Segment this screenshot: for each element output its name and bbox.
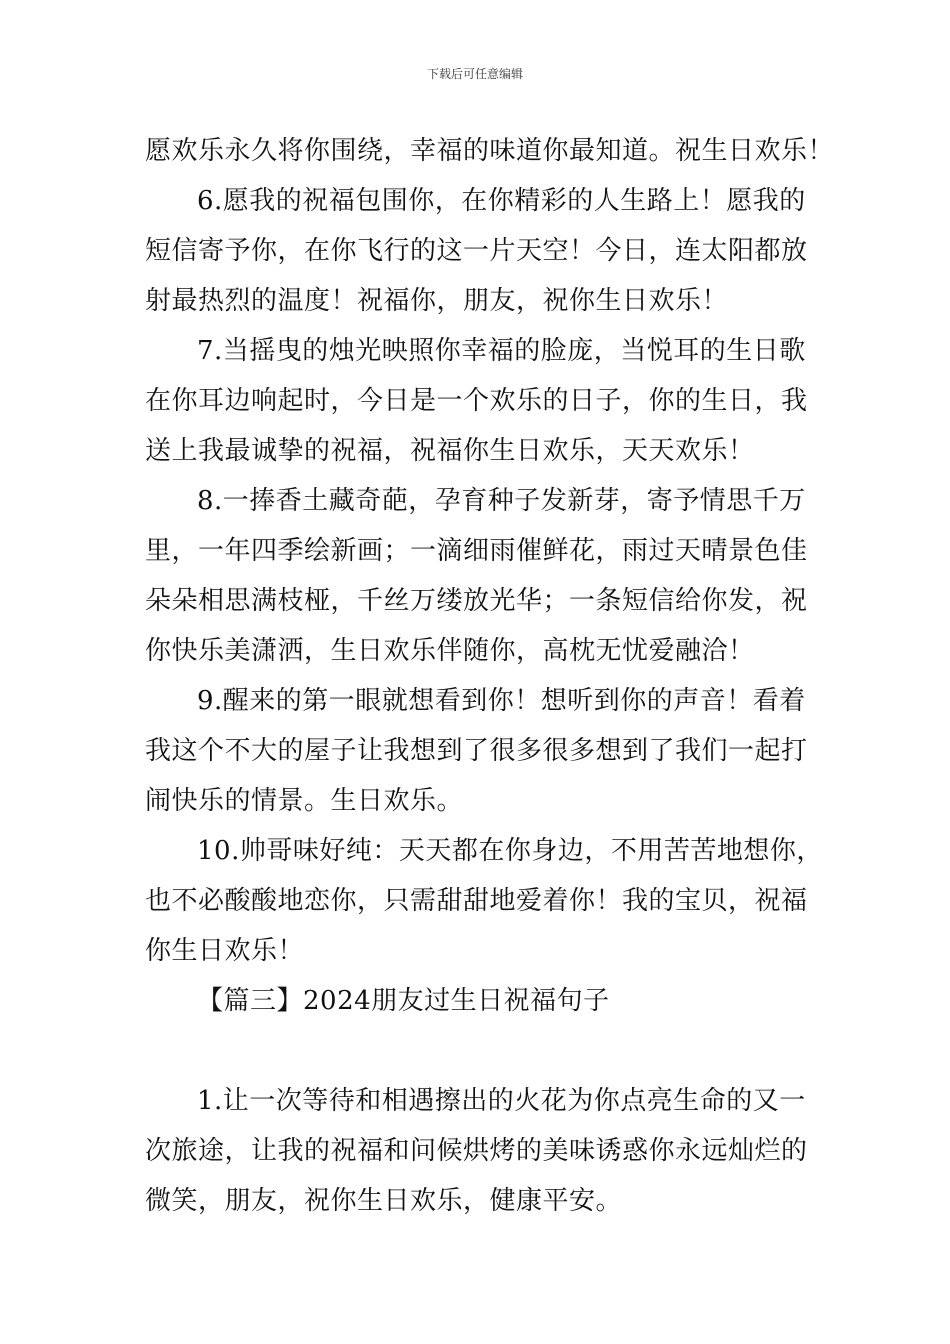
wish-item-6-start: 6.愿我的祝福包围你，在你精彩的人生路上！愿我的 (197, 186, 806, 216)
section-spacer (145, 1026, 810, 1076)
text-line: 也不必酸酸地恋你，只需甜甜地爱着你！我的宝贝，祝福 (145, 886, 808, 916)
text-line: 你生日欢乐！ (145, 936, 305, 966)
wish-item-1-start: 1.让一次等待和相遇擦出的火花为你点亮生命的又一 (197, 1086, 806, 1116)
wish-item-10-start: 10.帅哥味好纯：天天都在你身边，不用苦苦地想你， (197, 836, 823, 866)
text-line: 次旅途，让我的祝福和问候烘烤的美味诱惑你永远灿烂的 (145, 1136, 808, 1166)
text-line: 里，一年四季绘新画；一滴细雨催鲜花，雨过天晴景色佳 (145, 536, 808, 566)
text-line: 朵朵相思满枝桠，千丝万缕放光华；一条短信给你发，祝 (145, 586, 808, 616)
page-header-note: 下载后可任意编辑 (426, 67, 523, 81)
text-line: 短信寄予你，在你飞行的这一片天空！今日，连太阳都放 (145, 236, 808, 266)
text-line: 愿欢乐永久将你围绕，幸福的味道你最知道。祝生日欢乐！ (145, 136, 835, 166)
text-line: 我这个不大的屋子让我想到了很多很多想到了我们一起打 (145, 736, 808, 766)
text-line: 射最热烈的温度！祝福你，朋友，祝你生日欢乐！ (145, 286, 729, 316)
text-line: 在你耳边响起时，今日是一个欢乐的日子，你的生日，我 (145, 386, 808, 416)
wish-item-7-start: 7.当摇曳的烛光映照你幸福的脸庞，当悦耳的生日歌 (197, 336, 806, 366)
wish-item-8-start: 8.一捧香土藏奇葩，孕育种子发新芽，寄予情思千万 (197, 486, 806, 516)
text-line: 你快乐美潇洒，生日欢乐伴随你，高枕无忧爱融洽！ (145, 636, 755, 666)
document-body (145, 126, 835, 1226)
text-line: 微笑，朋友，祝你生日欢乐，健康平安。 (145, 1186, 623, 1216)
wish-item-9-start: 9.醒来的第一眼就想看到你！想听到你的声音！看着 (197, 686, 806, 716)
section-heading: 【篇三】2024朋友过生日祝福句子 (197, 986, 610, 1016)
text-line: 闹快乐的情景。生日欢乐。 (145, 786, 464, 816)
text-line: 送上我最诚挚的祝福，祝福你生日欢乐，天天欢乐！ (145, 436, 755, 466)
